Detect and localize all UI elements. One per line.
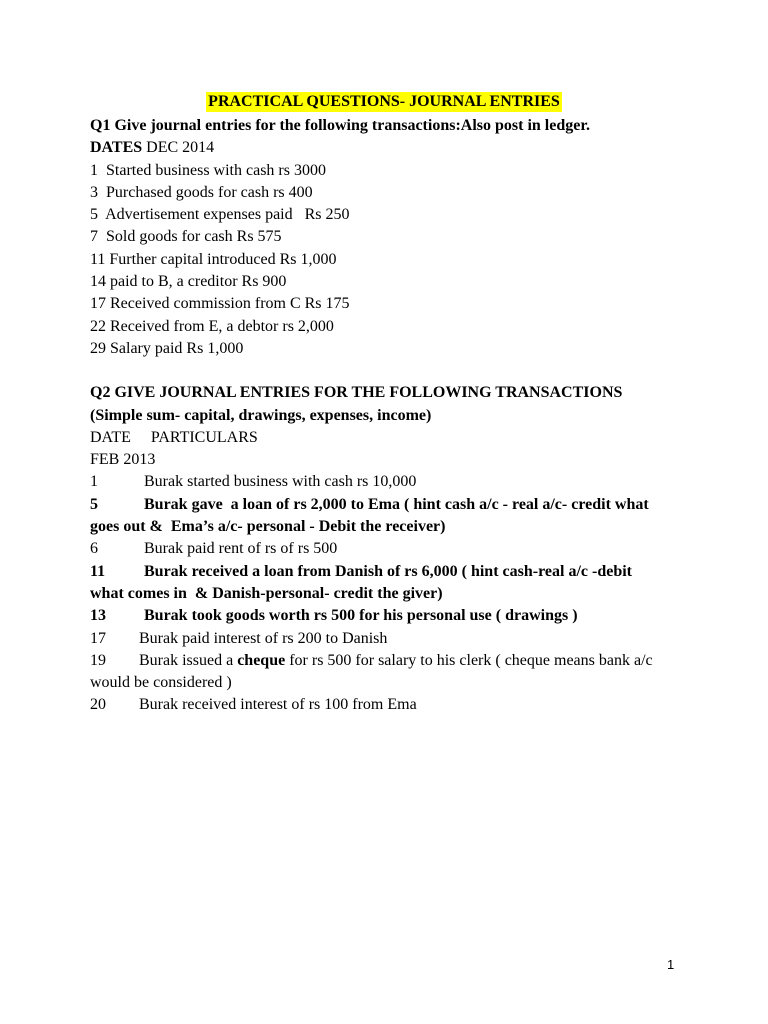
q1-item: 3 Purchased goods for cash rs 400 [90, 183, 313, 201]
entry-text: Burak paid interest of rs 200 to Danish [139, 629, 388, 647]
content-body [90, 115, 690, 717]
entry-text: Burak gave a loan of rs 2,000 to Ema ( hint cash a/c - real a/c- credit what [144, 495, 649, 513]
q2-entry [90, 494, 690, 516]
entry-text-before: Burak issued a [139, 651, 238, 669]
q2-entry [90, 471, 690, 493]
entry-date: 1 [90, 473, 98, 491]
q1-dates-value: DEC 2014 [142, 139, 215, 157]
entry-text-bold: cheque [237, 651, 286, 669]
page-number: 1 [667, 957, 675, 972]
q1-item: 29 Salary paid Rs 1,000 [90, 339, 244, 357]
entry-date: 17 [90, 629, 106, 647]
q2-month: FEB 2013 [90, 451, 156, 469]
q2-entry [90, 538, 690, 560]
q1-item: 1 Started business with cash rs 3000 [90, 161, 326, 179]
entry-continuation: what comes in & Danish-personal- credit the giver) [90, 584, 443, 602]
entry-date: 11 [90, 562, 106, 580]
q2-entry [90, 650, 690, 672]
section-gap [90, 360, 690, 382]
q2-entry [90, 561, 690, 583]
entry-date: 6 [90, 540, 98, 558]
q1-item: 14 paid to B, a creditor Rs 900 [90, 273, 287, 291]
q2-entry [90, 694, 690, 716]
q1-dates-label: DATES [90, 139, 143, 157]
entry-text-after: for rs 500 for salary to his clerk ( cheque means bank a/c [285, 651, 653, 669]
entry-date: 20 [90, 696, 106, 714]
q1-dates-line [90, 137, 690, 159]
entry-continuation: goes out & Ema’s a/c- personal - Debit the receiver) [90, 518, 446, 536]
q2-entry [90, 605, 690, 627]
entry-text: Burak received a loan from Danish of rs 6,000 ( hint cash-real a/c -debit [144, 562, 632, 580]
entry-date: 5 [90, 495, 98, 513]
entry-text: Burak started business with cash rs 10,000 [144, 473, 417, 491]
entry-date: 13 [90, 607, 106, 625]
q2-column-header: DATE PARTICULARS [90, 428, 258, 446]
q1-heading: Q1 Give journal entries for the following transactions:Also post in ledger. [90, 117, 590, 134]
q2-subheading: (Simple sum- capital, drawings, expenses, income) [90, 406, 432, 424]
entry-continuation: would be considered ) [90, 674, 232, 692]
q2-entry [90, 628, 690, 650]
title-wrapper [0, 92, 768, 112]
page-title: PRACTICAL QUESTIONS- JOURNAL ENTRIES [208, 93, 560, 110]
q1-item: 11 Further capital introduced Rs 1,000 [90, 250, 337, 268]
entry-text: Burak received interest of rs 100 from Ema [139, 696, 417, 714]
q2-heading: Q2 GIVE JOURNAL ENTRIES FOR THE FOLLOWING TRANSACTIONS [90, 384, 623, 402]
entry-text: Burak paid rent of rs of rs 500 [144, 540, 338, 558]
q1-item: 17 Received commission from C Rs 175 [90, 295, 350, 313]
q1-item: 7 Sold goods for cash Rs 575 [90, 228, 282, 246]
q1-item: 22 Received from E, a debtor rs 2,000 [90, 317, 334, 335]
q1-item: 5 Advertisement expenses paid Rs 250 [90, 206, 350, 224]
entry-date: 19 [90, 651, 106, 669]
entry-text: Burak took goods worth rs 500 for his personal use ( drawings ) [144, 607, 578, 625]
